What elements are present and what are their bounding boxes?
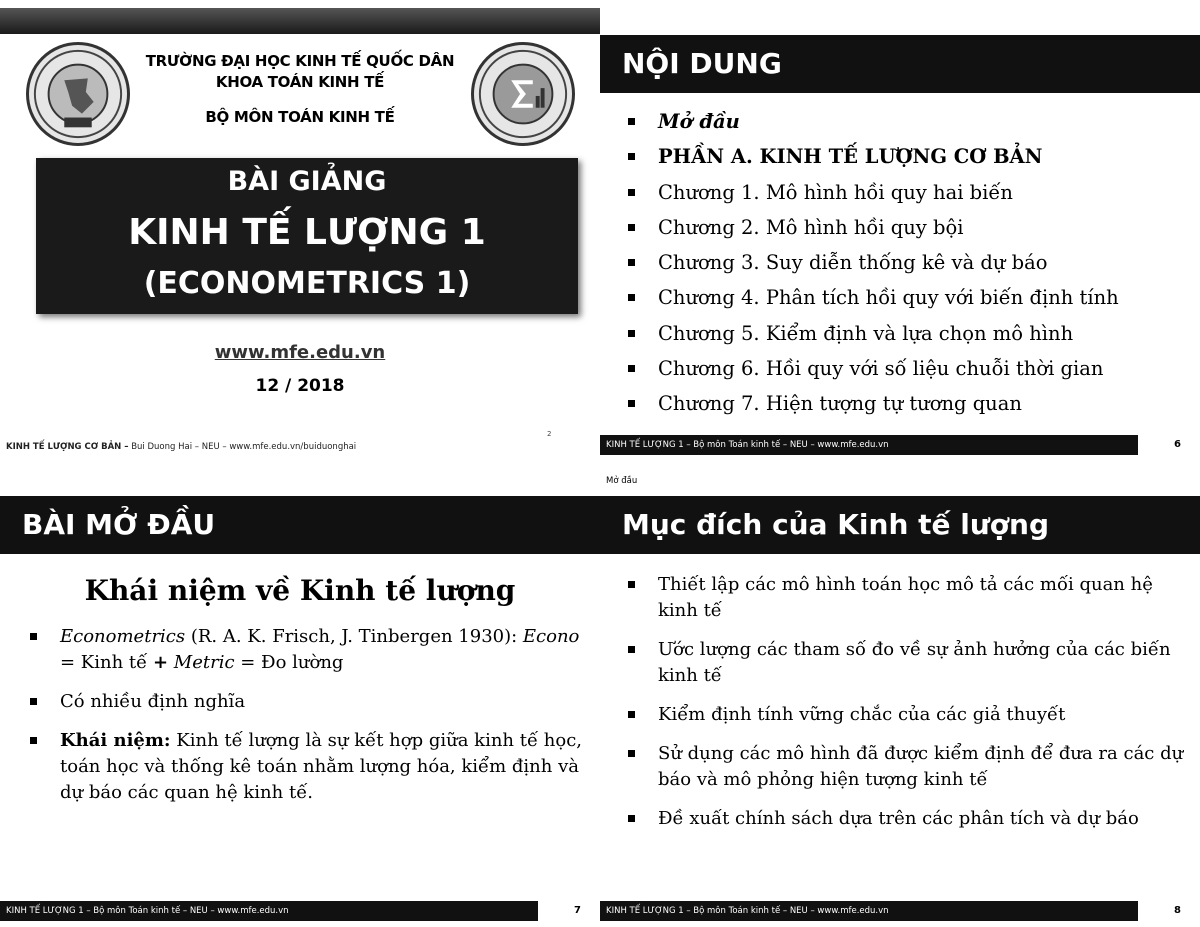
faculty-name: KHOA TOÁN KINH TẾ [215, 73, 385, 91]
slide-title [0, 0, 600, 463]
lecture-label: BÀI GIẢNG [227, 166, 387, 197]
list-item: Khái niệm: Kinh tế lượng là sự kết hợp giữa kinh tế học, toán học và thống kê toán nhằm lượng hóa, kiểm định và dự báo các quan hệ kinh tế. [30, 728, 590, 806]
slide-footer: KINH TẾ LƯỢNG 1 – Bộ môn Toán kinh tế – NEU – www.mfe.edu.vn [0, 901, 538, 921]
page-number: 6 [1174, 439, 1181, 450]
university-name: TRƯỜNG ĐẠI HỌC KINH TẾ QUỐC DÂN [145, 52, 455, 70]
list-item: Có nhiều định nghĩa [30, 689, 590, 715]
slide-title: NỘI DUNG [600, 35, 1200, 93]
slide-intro [0, 464, 600, 927]
website-link[interactable]: www.mfe.edu.vn [214, 342, 386, 363]
course-subtitle: (ECONOMETRICS 1) [143, 266, 471, 301]
slide-footer [0, 438, 554, 456]
list-item: Mở đầu [628, 108, 1198, 143]
contents-list [628, 108, 1198, 426]
section-heading: Khái niệm về Kinh tế lượng [84, 574, 516, 607]
lecture-date: 12 / 2018 [255, 376, 345, 396]
list-item: PHẦN A. KINH TẾ LƯỢNG CƠ BẢN [628, 143, 1198, 178]
footer-author: Bui Duong Hai – NEU – www.mfe.edu.vn/buiduonghai [128, 442, 357, 452]
top-bar [0, 8, 600, 34]
list-item: Chương 4. Phân tích hồi quy với biến định tính [628, 284, 1198, 319]
list-item: Chương 1. Mô hình hồi quy hai biến [628, 179, 1198, 214]
list-item: Chương 5. Kiểm định và lựa chọn mô hình [628, 320, 1198, 355]
list-item: Econometrics (R. A. K. Frisch, J. Tinbergen 1930): Econo = Kinh tế + Metric = Đo lường [30, 624, 590, 676]
list-item: Kiểm định tính vững chắc của các giả thuyết [628, 702, 1193, 728]
list-item: Chương 7. Hiện tượng tự tương quan [628, 390, 1198, 425]
list-item: Thiết lập các mô hình toán học mô tả các mối quan hệ kinh tế [628, 572, 1193, 624]
slide-footer: KINH TẾ LƯỢNG 1 – Bộ môn Toán kinh tế – NEU – www.mfe.edu.vn [600, 901, 1138, 921]
list-item: Đề xuất chính sách dựa trên các phân tích và dự báo [628, 806, 1193, 832]
department-name: BỘ MÔN TOÁN KINH TẾ [205, 108, 395, 126]
list-item: Sử dụng các mô hình đã được kiểm định để đưa ra các dự báo và mô phỏng hiện tượng kinh tế [628, 741, 1193, 793]
list-item: Chương 6. Hồi quy với số liệu chuỗi thời gian [628, 355, 1198, 390]
slide-purpose [600, 464, 1200, 927]
page-number: 7 [574, 905, 581, 916]
slide-title: Mục đích của Kinh tế lượng [600, 496, 1200, 554]
page-number: 8 [1174, 905, 1181, 916]
slide-footer: KINH TẾ LƯỢNG 1 – Bộ môn Toán kinh tế – NEU – www.mfe.edu.vn [600, 435, 1138, 455]
slide-contents [600, 0, 1200, 463]
definition-list [30, 624, 590, 819]
breadcrumb: Mở đầu [606, 476, 638, 486]
list-item: Chương 3. Suy diễn thống kê và dự báo [628, 249, 1198, 284]
page-number: 2 [547, 430, 552, 438]
department-logo-icon [471, 42, 575, 146]
list-item: Ước lượng các tham số đo về sự ảnh hưởng của các biến kinh tế [628, 637, 1193, 689]
list-item: Chương 2. Mô hình hồi quy bội [628, 214, 1198, 249]
lecture-title-box [36, 158, 578, 314]
course-title: KINH TẾ LƯỢNG 1 [128, 212, 486, 253]
slide-title: BÀI MỞ ĐẦU [0, 496, 600, 554]
neu-logo-icon [26, 42, 130, 146]
purpose-list [628, 572, 1193, 845]
footer-course: KINH TẾ LƯỢNG CƠ BẢN – [6, 442, 129, 452]
